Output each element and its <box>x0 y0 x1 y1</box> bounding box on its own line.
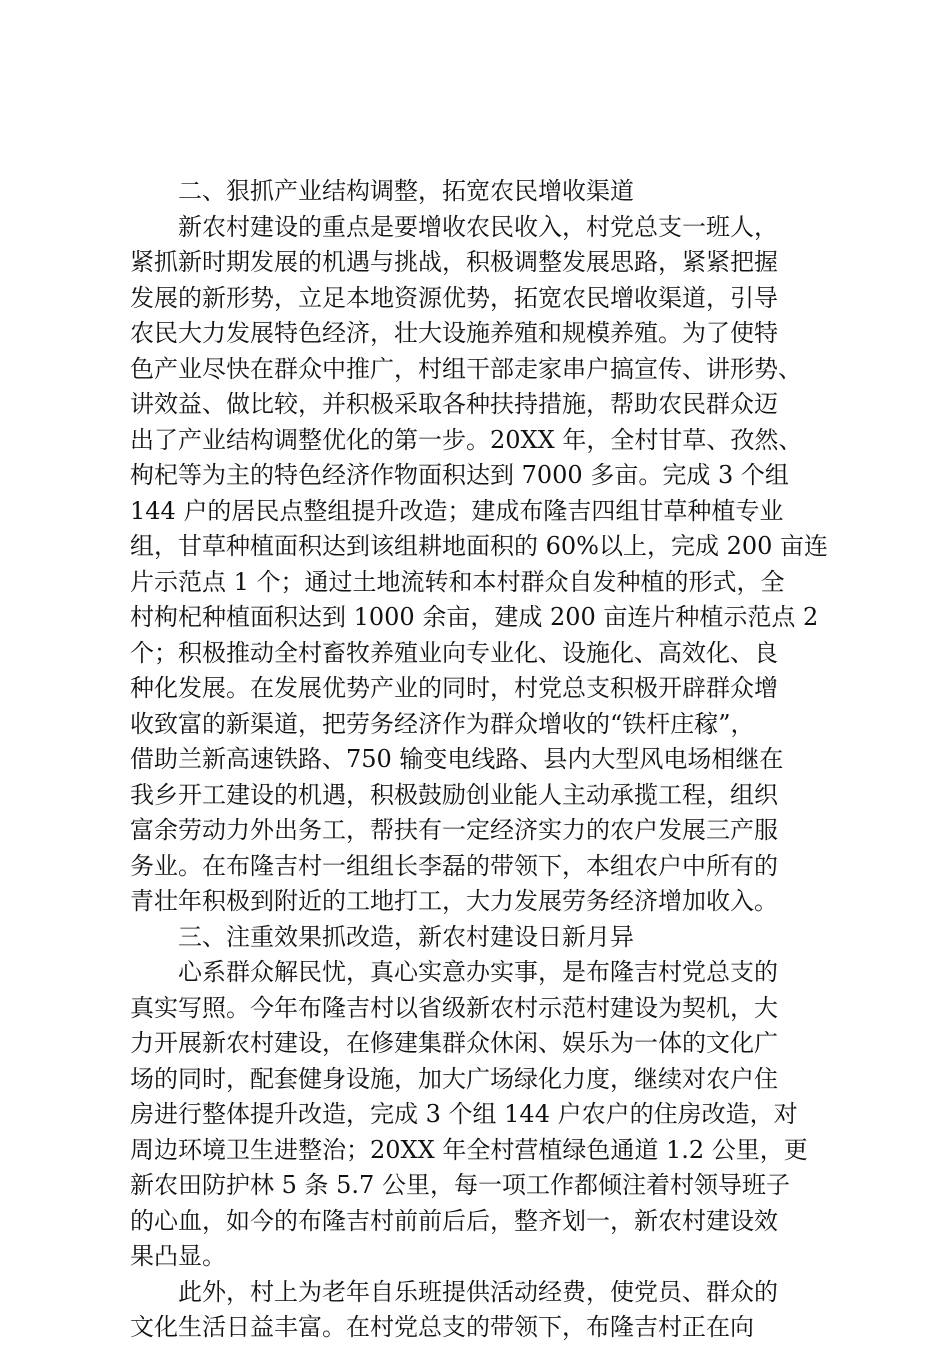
paragraph-line: 枸杞等为主的特色经济作物面积达到 7000 多亩。完成 3 个组 <box>130 461 789 489</box>
paragraph-line: 144 户的居民点整组提升改造；建成布隆吉四组甘草种植专业 <box>130 497 784 525</box>
paragraph-line: 出了产业结构调整优化的第一步。20XX 年，全村甘草、孜然、 <box>130 426 803 454</box>
paragraph-line: 青壮年积极到附近的工地打工，大力发展劳务经济增加收入。 <box>130 887 778 915</box>
paragraph-line: 真实写照。今年布隆吉村以省级新农村示范村建设为契机，大 <box>130 994 778 1022</box>
paragraph-line: 新农村建设的重点是要增收农民收入，村党总支一班人， <box>178 213 778 241</box>
paragraph-line: 农民大力发展特色经济，壮大设施养殖和规模养殖。为了使特 <box>130 319 778 347</box>
section-heading-three: 三、注重效果抓改造，新农村建设日新月异 <box>178 923 634 951</box>
paragraph-line: 种化发展。在发展优势产业的同时，村党总支积极开辟群众增 <box>130 674 778 702</box>
paragraph-line: 富余劳动力外出务工，帮扶有一定经济实力的农户发展三产服 <box>130 816 778 844</box>
paragraph-line: 讲效益、做比较，并积极采取各种扶持措施，帮助农民群众迈 <box>130 390 778 418</box>
paragraph-line: 此外，村上为老年自乐班提供活动经费，使党员、群众的 <box>178 1278 778 1306</box>
paragraph-line: 村枸杞种植面积达到 1000 余亩，建成 200 亩连片种植示范点 2 <box>130 603 819 631</box>
paragraph-line: 房进行整体提升改造，完成 3 个组 144 户农户的住房改造，对 <box>130 1100 798 1128</box>
paragraph-line: 我乡开工建设的机遇，积极鼓励创业能人主动承揽工程，组织 <box>130 781 778 809</box>
paragraph-line: 场的同时，配套健身设施，加大广场绿化力度，继续对农户住 <box>130 1065 778 1093</box>
paragraph-line: 力开展新农村建设，在修建集群众休闲、娱乐为一体的文化广 <box>130 1029 778 1057</box>
paragraph-line: 发展的新形势，立足本地资源优势，拓宽农民增收渠道，引导 <box>130 284 778 312</box>
paragraph-line: 新农田防护林 5 条 5.7 公里，每一项工作都倾注着村领导班子 <box>130 1171 790 1199</box>
paragraph-line: 组，甘草种植面积达到该组耕地面积的 60%以上，完成 200 亩连 <box>130 532 829 560</box>
paragraph-line: 色产业尽快在群众中推广，村组干部走家串户搞宣传、讲形势、 <box>130 355 802 383</box>
paragraph-line: 个；积极推动全村畜牧养殖业向专业化、设施化、高效化、良 <box>130 639 778 667</box>
paragraph-line: 务业。在布隆吉村一组组长李磊的带领下，本组农户中所有的 <box>130 852 778 880</box>
paragraph-line: 心系群众解民忧，真心实意办实事，是布隆吉村党总支的 <box>178 958 778 986</box>
paragraph-line: 的心血，如今的布隆吉村前前后后，整齐划一，新农村建设效 <box>130 1207 778 1235</box>
paragraph-line: 紧抓新时期发展的机遇与挑战，积极调整发展思路，紧紧把握 <box>130 248 778 276</box>
paragraph-line: 借助兰新高速铁路、750 输变电线路、县内大型风电场相继在 <box>130 745 784 773</box>
section-heading-two: 二、狠抓产业结构调整，拓宽农民增收渠道 <box>178 177 634 205</box>
paragraph-line: 文化生活日益丰富。在村党总支的带领下，布隆吉村正在向 <box>130 1313 754 1341</box>
paragraph-line: 周边环境卫生进整治；20XX 年全村营植绿色通道 1.2 公里，更 <box>130 1136 808 1164</box>
paragraph-line: 收致富的新渠道，把劳务经济作为群众增收的“铁杆庄稼”， <box>130 710 755 738</box>
paragraph-line: 果凸显。 <box>130 1242 226 1270</box>
paragraph-line: 片示范点 1 个；通过土地流转和本村群众自发种植的形式，全 <box>130 568 785 596</box>
